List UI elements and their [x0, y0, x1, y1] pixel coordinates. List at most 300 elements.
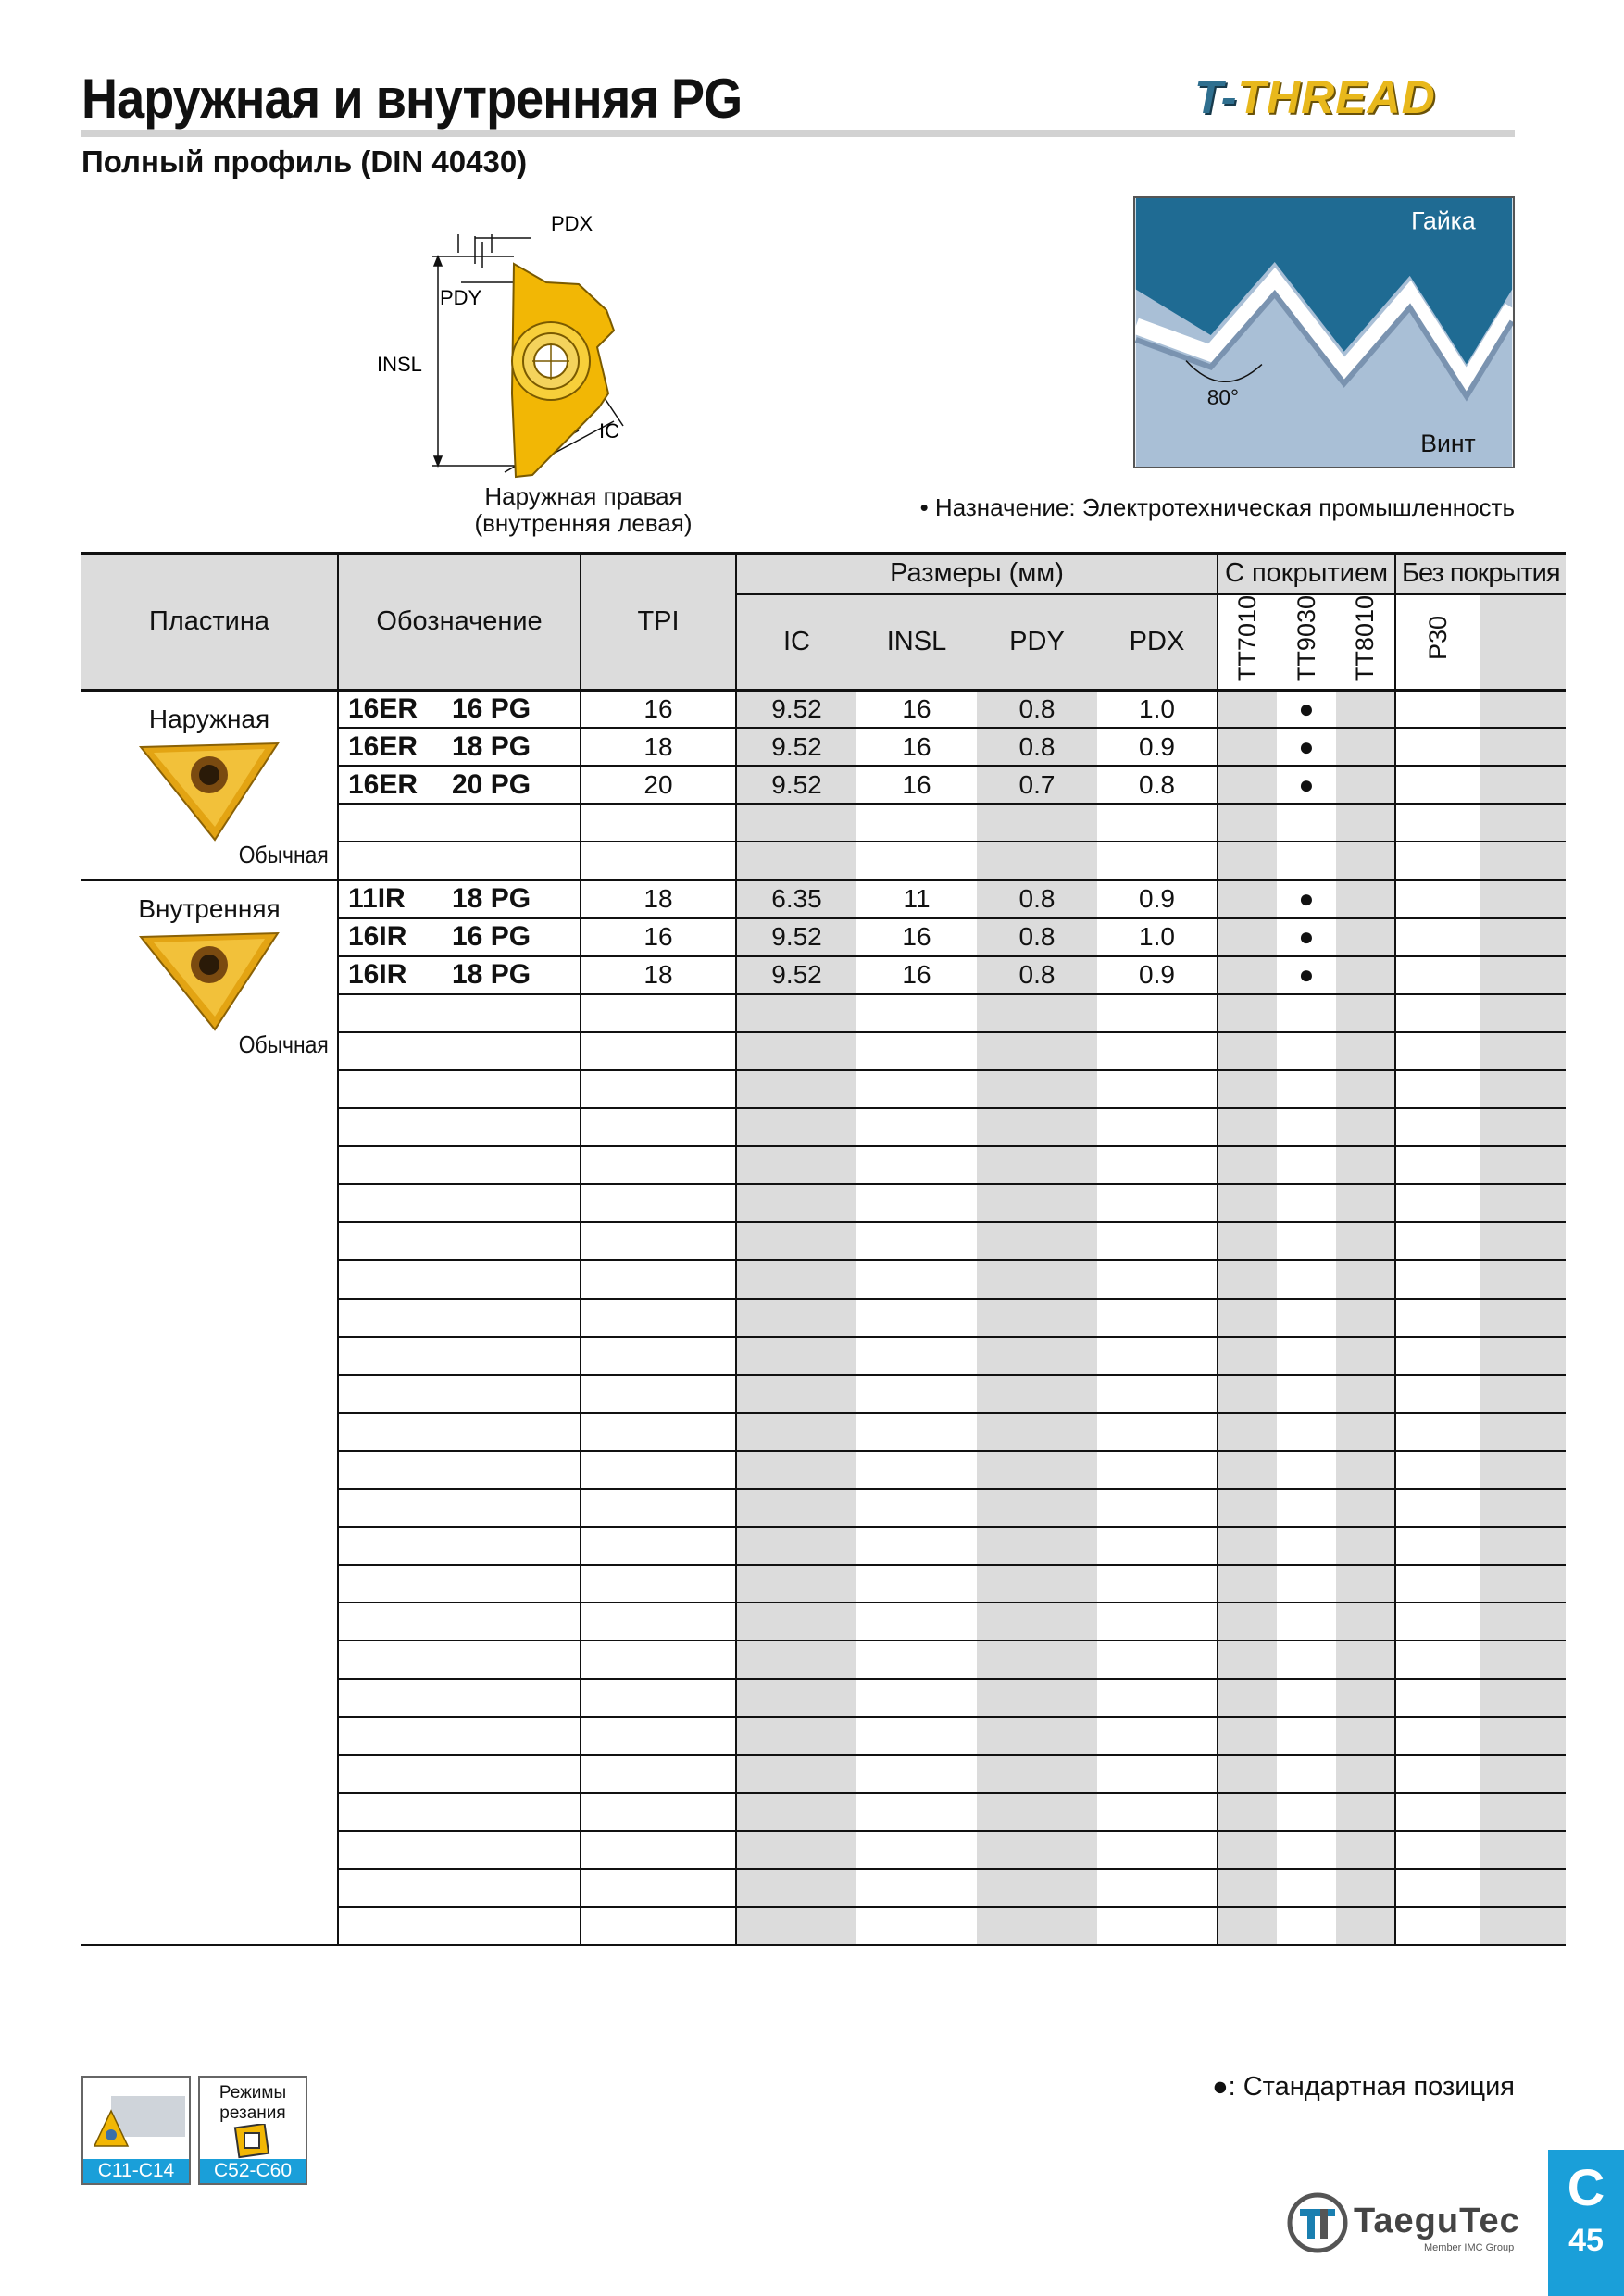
- ic-cell: [736, 1413, 856, 1451]
- designation-cell: [338, 1641, 581, 1678]
- blank-grade-cell: [1480, 1641, 1566, 1678]
- ic-cell: [736, 1907, 856, 1945]
- insl-cell: [856, 1565, 977, 1603]
- tt9030-cell: [1277, 1679, 1336, 1717]
- blank-grade-cell: [1480, 1907, 1566, 1945]
- tt9030-cell: [1277, 1755, 1336, 1793]
- pdy-cell: [977, 1565, 1097, 1603]
- insl-cell: [856, 1831, 977, 1869]
- pdy-cell: [977, 1679, 1097, 1717]
- tt7010-cell: [1218, 1907, 1277, 1945]
- tpi-cell: 16: [581, 690, 736, 728]
- tt9030-cell: [1277, 1032, 1336, 1070]
- blank-grade-cell: [1480, 1793, 1566, 1831]
- pdx-cell: [1097, 1489, 1218, 1527]
- pdx-cell: 0.9: [1097, 728, 1218, 766]
- blank-grade-cell: [1480, 1679, 1566, 1717]
- tt9030-cell: [1277, 1413, 1336, 1451]
- tpi-cell: [581, 1641, 736, 1678]
- p30-cell: [1395, 804, 1480, 842]
- pdx-cell: [1097, 842, 1218, 880]
- tt7010-cell: [1218, 1413, 1277, 1451]
- designation-cell: [338, 1070, 581, 1108]
- pdy-cell: [977, 1337, 1097, 1375]
- pdy-cell: 0.8: [977, 728, 1097, 766]
- ic-cell: [736, 1717, 856, 1755]
- ic-cell: [736, 1565, 856, 1603]
- insl-cell: [856, 994, 977, 1032]
- tt9030-cell: [1277, 994, 1336, 1032]
- title-divider: [81, 130, 1515, 137]
- tt7010-cell: [1218, 1222, 1277, 1260]
- page-number: 45: [1568, 2223, 1604, 2258]
- p30-cell: [1395, 1679, 1480, 1717]
- pdy-cell: 0.8: [977, 956, 1097, 994]
- pdx-cell: [1097, 1831, 1218, 1869]
- pdy-cell: [977, 1146, 1097, 1184]
- legend-standard: ●: Стандартная позиция: [1212, 2072, 1515, 2102]
- ic-cell: 9.52: [736, 728, 856, 766]
- plate-cell: [81, 880, 338, 1946]
- insl-cell: [856, 1717, 977, 1755]
- tt8010-cell: [1336, 1907, 1395, 1945]
- ic-cell: 9.52: [736, 956, 856, 994]
- p30-cell: [1395, 690, 1480, 728]
- designation-cell: [338, 728, 581, 766]
- pdy-cell: [977, 1222, 1097, 1260]
- insl-cell: [856, 1184, 977, 1222]
- p30-cell: [1395, 1603, 1480, 1641]
- tt7010-cell: [1218, 918, 1277, 956]
- blank-grade-cell: [1480, 804, 1566, 842]
- insert-photo-icon: [135, 734, 283, 845]
- tt9030-cell: [1277, 1146, 1336, 1184]
- tpi-cell: [581, 1527, 736, 1565]
- designation-pitch: 16 PG: [452, 921, 531, 953]
- tpi-cell: [581, 1222, 736, 1260]
- tt7010-cell: [1218, 1869, 1277, 1907]
- ref-cutting-data[interactable]: [198, 2076, 307, 2185]
- tt7010-cell: [1218, 1260, 1277, 1298]
- p30-cell: [1395, 918, 1480, 956]
- ic-cell: [736, 1337, 856, 1375]
- section-tab[interactable]: [1548, 2150, 1624, 2296]
- ic-cell: 9.52: [736, 690, 856, 728]
- designation-cell: [338, 1184, 581, 1222]
- ic-cell: [736, 1184, 856, 1222]
- ic-cell: [736, 1869, 856, 1907]
- pdy-cell: [977, 1108, 1097, 1146]
- pdx-cell: [1097, 1260, 1218, 1298]
- tt9030-cell: [1277, 1907, 1336, 1945]
- tt9030-cell: [1277, 1070, 1336, 1108]
- insl-cell: [856, 1793, 977, 1831]
- tpi-cell: [581, 1451, 736, 1489]
- tt9030-cell: [1277, 1451, 1336, 1489]
- taegutec-emblem-icon: [1285, 2190, 1350, 2255]
- designation-size: 16ER: [348, 730, 418, 762]
- designation-cell: [338, 1869, 581, 1907]
- pdx-cell: [1097, 1679, 1218, 1717]
- pdx-label: PDX: [551, 212, 593, 235]
- tt8010-cell: [1336, 1679, 1395, 1717]
- p30-cell: [1395, 1831, 1480, 1869]
- nut-label: Гайка: [1411, 206, 1476, 235]
- pdx-cell: [1097, 1869, 1218, 1907]
- pdy-cell: 0.7: [977, 766, 1097, 804]
- blank-grade-cell: [1480, 728, 1566, 766]
- insl-cell: [856, 1375, 977, 1413]
- tt8010-cell: [1336, 1869, 1395, 1907]
- pdy-cell: [977, 1451, 1097, 1489]
- tt9030-cell: ●: [1277, 880, 1336, 918]
- designation-cell: [338, 1793, 581, 1831]
- p30-cell: [1395, 1451, 1480, 1489]
- tt7010-cell: [1218, 1603, 1277, 1641]
- ic-cell: [736, 1032, 856, 1070]
- ref-cutting-data-text: [200, 2083, 306, 2124]
- tt8010-cell: [1336, 1146, 1395, 1184]
- pdx-cell: [1097, 1146, 1218, 1184]
- pdx-cell: 0.9: [1097, 956, 1218, 994]
- tt8010-cell: [1336, 1793, 1395, 1831]
- pdy-cell: [977, 1603, 1097, 1641]
- tt7010-cell: [1218, 1565, 1277, 1603]
- insl-cell: [856, 1032, 977, 1070]
- blank-grade-cell: [1480, 1299, 1566, 1337]
- header-grade-p30: P30: [1423, 616, 1452, 661]
- tt9030-cell: [1277, 1184, 1336, 1222]
- logo-name: TaeguTec: [1354, 2202, 1520, 2240]
- tt9030-cell: [1277, 1793, 1336, 1831]
- p30-cell: [1395, 1222, 1480, 1260]
- ic-cell: [736, 1260, 856, 1298]
- pdx-cell: [1097, 1717, 1218, 1755]
- designation-cell: [338, 804, 581, 842]
- tt8010-cell: [1336, 804, 1395, 842]
- header-pdx: PDX: [1097, 594, 1218, 691]
- header-grade-tt9030: TT9030: [1292, 594, 1320, 681]
- tpi-cell: [581, 1260, 736, 1298]
- pdx-cell: 1.0: [1097, 918, 1218, 956]
- designation-pitch: 18 PG: [452, 959, 531, 991]
- tt8010-cell: [1336, 1337, 1395, 1375]
- blank-grade-cell: [1480, 918, 1566, 956]
- blank-grade-cell: [1480, 956, 1566, 994]
- tt7010-cell: [1218, 956, 1277, 994]
- designation-cell: [338, 1337, 581, 1375]
- tool-holder-icon: [83, 2078, 189, 2159]
- tt9030-cell: [1277, 804, 1336, 842]
- tt7010-cell: [1218, 1337, 1277, 1375]
- section-letter: C: [1567, 2158, 1605, 2216]
- tt8010-cell: [1336, 1565, 1395, 1603]
- tt7010-cell: [1218, 1717, 1277, 1755]
- insl-cell: [856, 1299, 977, 1337]
- header-plate: Пластина: [81, 554, 338, 691]
- ic-cell: [736, 1146, 856, 1184]
- tpi-cell: 18: [581, 956, 736, 994]
- pdx-cell: [1097, 1527, 1218, 1565]
- ic-cell: [736, 1222, 856, 1260]
- p30-cell: [1395, 1755, 1480, 1793]
- pdx-cell: [1097, 1222, 1218, 1260]
- ic-cell: [736, 1527, 856, 1565]
- insl-cell: [856, 1907, 977, 1945]
- tt7010-cell: [1218, 1108, 1277, 1146]
- ic-cell: [736, 1070, 856, 1108]
- pdx-cell: [1097, 804, 1218, 842]
- blank-grade-cell: [1480, 1755, 1566, 1793]
- header-designation: Обозначение: [338, 554, 581, 691]
- tt8010-cell: [1336, 956, 1395, 994]
- pdy-cell: [977, 1527, 1097, 1565]
- tpi-cell: [581, 1337, 736, 1375]
- tt9030-cell: [1277, 1603, 1336, 1641]
- ic-cell: 6.35: [736, 880, 856, 918]
- p30-cell: [1395, 1489, 1480, 1527]
- designation-cell: [338, 1527, 581, 1565]
- p30-cell: [1395, 1108, 1480, 1146]
- ic-cell: [736, 1679, 856, 1717]
- designation-cell: [338, 918, 581, 956]
- blank-grade-cell: [1480, 690, 1566, 728]
- tt7010-cell: [1218, 1679, 1277, 1717]
- angle-label: 80°: [1206, 384, 1240, 409]
- designation-pitch: 18 PG: [452, 883, 531, 915]
- ic-cell: [736, 1641, 856, 1678]
- tpi-cell: [581, 994, 736, 1032]
- tpi-cell: [581, 1413, 736, 1451]
- p30-cell: [1395, 1641, 1480, 1678]
- ic-cell: 9.52: [736, 918, 856, 956]
- tt9030-cell: [1277, 1527, 1336, 1565]
- tpi-cell: [581, 1565, 736, 1603]
- tt7010-cell: [1218, 1641, 1277, 1678]
- pdx-cell: [1097, 1032, 1218, 1070]
- screw-label: Винт: [1420, 430, 1476, 458]
- pdx-cell: [1097, 1184, 1218, 1222]
- tpi-cell: [581, 1032, 736, 1070]
- tt7010-cell: [1218, 1793, 1277, 1831]
- pdy-cell: [977, 1375, 1097, 1413]
- tpi-cell: 20: [581, 766, 736, 804]
- tt8010-cell: [1336, 1717, 1395, 1755]
- tpi-cell: [581, 1755, 736, 1793]
- designation-cell: [338, 1565, 581, 1603]
- p30-cell: [1395, 1146, 1480, 1184]
- tt8010-cell: [1336, 1375, 1395, 1413]
- tt7010-cell: [1218, 1375, 1277, 1413]
- p30-cell: [1395, 1717, 1480, 1755]
- p30-cell: [1395, 1375, 1480, 1413]
- pdy-cell: [977, 1299, 1097, 1337]
- tpi-cell: [581, 1907, 736, 1945]
- blank-grade-cell: [1480, 1108, 1566, 1146]
- tt9030-cell: [1277, 1641, 1336, 1678]
- tt8010-cell: [1336, 1260, 1395, 1298]
- tt8010-cell: [1336, 1641, 1395, 1678]
- pdx-cell: [1097, 1375, 1218, 1413]
- tt8010-cell: [1336, 1222, 1395, 1260]
- inserts-table: [81, 552, 1566, 1946]
- blank-grade-cell: [1480, 994, 1566, 1032]
- insl-cell: [856, 1527, 977, 1565]
- ic-cell: [736, 842, 856, 880]
- insl-cell: [856, 804, 977, 842]
- insl-cell: [856, 1679, 977, 1717]
- pdx-cell: [1097, 1413, 1218, 1451]
- tt8010-cell: [1336, 690, 1395, 728]
- ic-cell: [736, 994, 856, 1032]
- blank-grade-cell: [1480, 1831, 1566, 1869]
- plate-name: Наружная: [148, 704, 270, 733]
- taegutec-logo: [1285, 2190, 1520, 2255]
- insl-cell: [856, 1755, 977, 1793]
- ic-cell: [736, 1603, 856, 1641]
- p30-cell: [1395, 728, 1480, 766]
- tt9030-cell: ●: [1277, 690, 1336, 728]
- tt8010-cell: [1336, 1108, 1395, 1146]
- ic-cell: [736, 1793, 856, 1831]
- blank-grade-cell: [1480, 1184, 1566, 1222]
- designation-cell: [338, 1907, 581, 1945]
- header-grade-tt8010: TT8010: [1351, 594, 1379, 681]
- blank-grade-cell: [1480, 1717, 1566, 1755]
- ic-label: IC: [599, 419, 619, 443]
- tt7010-cell: [1218, 1184, 1277, 1222]
- p30-cell: [1395, 842, 1480, 880]
- ic-cell: [736, 804, 856, 842]
- designation-size: 16IR: [348, 959, 407, 991]
- insl-cell: [856, 1603, 977, 1641]
- ic-cell: [736, 1299, 856, 1337]
- designation-pitch: 20 PG: [452, 768, 531, 800]
- blank-grade-cell: [1480, 842, 1566, 880]
- tt7010-cell: [1218, 804, 1277, 842]
- logo-member: Member IMC Group: [1424, 2242, 1515, 2253]
- ic-cell: [736, 1831, 856, 1869]
- pdx-cell: [1097, 1603, 1218, 1641]
- header-insl: INSL: [856, 594, 977, 691]
- tt9030-cell: [1277, 1337, 1336, 1375]
- blank-grade-cell: [1480, 1603, 1566, 1641]
- ic-cell: [736, 1375, 856, 1413]
- ref-cutting-data-label: C52-C60: [200, 2159, 306, 2183]
- tpi-cell: 18: [581, 880, 736, 918]
- blank-grade-cell: [1480, 1375, 1566, 1413]
- insl-cell: [856, 1641, 977, 1678]
- p30-cell: [1395, 766, 1480, 804]
- plate-name: Внутренняя: [138, 894, 281, 924]
- pdx-cell: [1097, 1451, 1218, 1489]
- header-blank-grade: [1480, 594, 1566, 691]
- ic-cell: [736, 1489, 856, 1527]
- insl-cell: [856, 1108, 977, 1146]
- tt8010-cell: [1336, 1413, 1395, 1451]
- tpi-cell: [581, 1717, 736, 1755]
- pdy-cell: [977, 994, 1097, 1032]
- blank-grade-cell: [1480, 766, 1566, 804]
- tpi-cell: 16: [581, 918, 736, 956]
- tt9030-cell: [1277, 1222, 1336, 1260]
- tt9030-cell: ●: [1277, 956, 1336, 994]
- blank-grade-cell: [1480, 1032, 1566, 1070]
- p30-cell: [1395, 1869, 1480, 1907]
- tpi-cell: [581, 1793, 736, 1831]
- tpi-cell: [581, 804, 736, 842]
- insl-cell: [856, 1413, 977, 1451]
- tpi-cell: [581, 1603, 736, 1641]
- page-title: Наружная и внутренняя PG: [81, 68, 743, 130]
- p30-cell: [1395, 1793, 1480, 1831]
- blank-grade-cell: [1480, 1527, 1566, 1565]
- p30-cell: [1395, 1413, 1480, 1451]
- table-row: [81, 880, 1566, 918]
- pdx-cell: [1097, 1755, 1218, 1793]
- insl-cell: 16: [856, 728, 977, 766]
- blank-grade-cell: [1480, 1869, 1566, 1907]
- insl-cell: [856, 1337, 977, 1375]
- pdy-cell: [977, 1184, 1097, 1222]
- p30-cell: [1395, 1032, 1480, 1070]
- tt7010-cell: [1218, 1755, 1277, 1793]
- tpi-cell: [581, 1299, 736, 1337]
- designation-cell: [338, 1831, 581, 1869]
- caption-line-2: (внутренняя левая): [474, 509, 693, 537]
- pdy-cell: [977, 1413, 1097, 1451]
- ref-tool-holders[interactable]: [81, 2076, 191, 2185]
- tt7010-cell: [1218, 994, 1277, 1032]
- tpi-cell: [581, 1489, 736, 1527]
- pdx-cell: [1097, 1565, 1218, 1603]
- designation-cell: [338, 1603, 581, 1641]
- tt8010-cell: [1336, 1489, 1395, 1527]
- p30-cell: [1395, 1527, 1480, 1565]
- ic-cell: [736, 1755, 856, 1793]
- caption-line-1: Наружная правая: [484, 482, 682, 510]
- insl-cell: 16: [856, 918, 977, 956]
- diagram-caption: [421, 483, 745, 537]
- tpi-cell: [581, 1375, 736, 1413]
- p30-cell: [1395, 1337, 1480, 1375]
- tt9030-cell: ●: [1277, 766, 1336, 804]
- blank-grade-cell: [1480, 1337, 1566, 1375]
- designation-size: 16ER: [348, 693, 418, 724]
- tt9030-cell: [1277, 1489, 1336, 1527]
- plate-variant: Обычная: [238, 1030, 329, 1059]
- tt7010-cell: [1218, 1451, 1277, 1489]
- insl-cell: [856, 1869, 977, 1907]
- tt9030-cell: [1277, 1717, 1336, 1755]
- p30-cell: [1395, 1184, 1480, 1222]
- tt8010-cell: [1336, 1299, 1395, 1337]
- insl-cell: [856, 1222, 977, 1260]
- ref-cutting-data-line-2: резания: [219, 2103, 286, 2123]
- designation-cell: [338, 842, 581, 880]
- p30-cell: [1395, 1299, 1480, 1337]
- blank-grade-cell: [1480, 880, 1566, 918]
- pdy-cell: [977, 1755, 1097, 1793]
- ic-cell: [736, 1108, 856, 1146]
- header-coated: С покрытием: [1218, 554, 1395, 594]
- insl-cell: 16: [856, 956, 977, 994]
- tt8010-cell: [1336, 1451, 1395, 1489]
- tt9030-cell: [1277, 1299, 1336, 1337]
- insl-cell: 16: [856, 690, 977, 728]
- designation-pitch: 18 PG: [452, 730, 531, 762]
- tpi-cell: [581, 842, 736, 880]
